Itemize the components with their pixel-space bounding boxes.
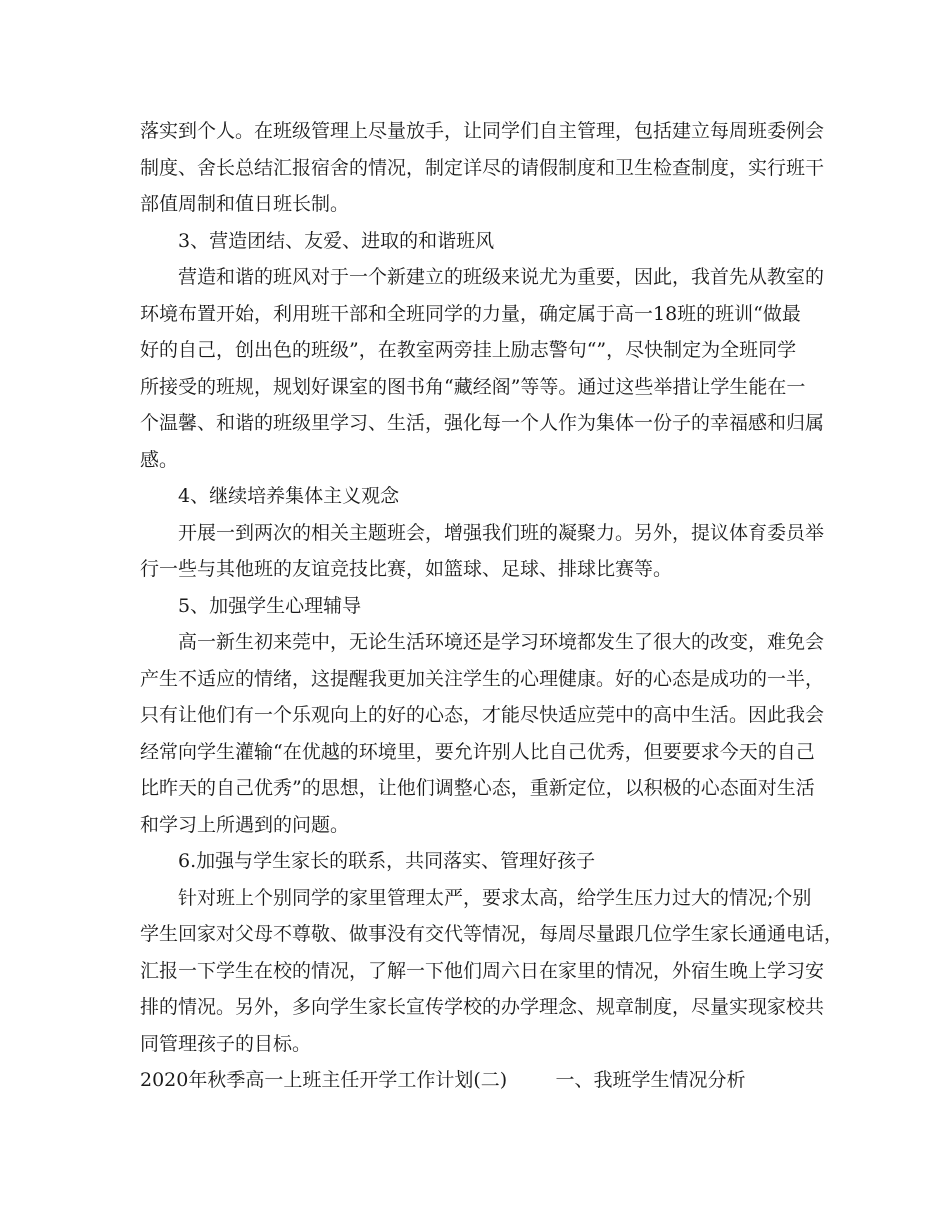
paragraph-line: 只有让他们有一个乐观向上的好的心态，才能尽快适应莞中的高中生活。因此我会	[140, 704, 825, 726]
paragraph-line-indented: 5、加强学生心理辅导	[178, 594, 362, 617]
paragraph-line: 和学习上所遇到的问题。	[140, 813, 350, 836]
paragraph-line: 比昨天的自己优秀”的思想，让他们调整心态，重新定位，以积极的心态面对生活	[140, 777, 815, 799]
paragraph-line-indented: 开展一到两次的相关主题班会，增强我们班的凝聚力。另外，提议体育委员举	[178, 521, 825, 544]
paragraph-line: 好的自己，创出色的班级”，在教室两旁挂上励志警句“”，尽快制定为全班同学	[140, 339, 797, 361]
paragraph-line-indented: 3、营造团结、友爱、进取的和谐班风	[178, 229, 495, 252]
paragraph-line: 经常向学生灌输“在优越的环境里，要允许别人比自己优秀，但要要求今天的自己	[140, 740, 815, 763]
paragraph-line: 落实到个人。在班级管理上尽量放手，让同学们自主管理，包括建立每周班委例会	[140, 120, 825, 142]
paragraph-line-indented: 针对班上个别同学的家里管理太严，要求太高，给学生压力过大的情况;个别	[178, 886, 812, 909]
section-title-line: 2020年秋季高一上班主任开学工作计划(二) 一、我班学生情况分析	[140, 1069, 746, 1091]
document-body	[140, 113, 844, 1099]
paragraph-line: 学生回家对父母不尊敬、做事没有交代等情况，每周尽量跟几位学生家长通通电话，	[140, 923, 844, 945]
paragraph-line: 汇报一下学生在校的情况，了解一下他们周六日在家里的情况，外宿生晚上学习安	[140, 959, 825, 982]
paragraph-line: 制度、舍长总结汇报宿舍的情况，制定详尽的请假制度和卫生检查制度，实行班干	[140, 156, 825, 179]
paragraph-line: 环境布置开始，利用班干部和全班同学的力量，确定属于高一18班的班训“做最	[140, 302, 801, 325]
paragraph-line-indented: 6.加强与学生家长的联系，共同落实、管理好孩子	[178, 850, 596, 872]
paragraph-line: 行一些与其他班的友谊竞技比赛，如篮球、足球、排球比赛等。	[140, 558, 673, 580]
paragraph-line: 同管理孩子的目标。	[140, 1032, 312, 1055]
paragraph-line: 部值周制和值日班长制。	[140, 193, 350, 215]
paragraph-line: 排的情况。另外，多向学生家长宣传学校的办学理念、规章制度，尽量实现家校共	[140, 996, 825, 1018]
paragraph-line: 产生不适应的情绪，这提醒我更加关注学生的心理健康。好的心态是成功的一半，	[140, 667, 825, 690]
paragraph-line: 所接受的班规，规划好课室的图书角“藏经阁”等等。通过这些举措让学生能在一	[140, 375, 806, 398]
paragraph-line-indented: 高一新生初来莞中，无论生活环境还是学习环境都发生了很大的改变，难免会	[178, 631, 825, 653]
paragraph-line-indented: 4、继续培养集体主义观念	[178, 485, 400, 507]
paragraph-line-indented: 营造和谐的班风对于一个新建立的班级来说尤为重要，因此，我首先从教室的	[178, 266, 825, 288]
paragraph-line: 个温馨、和谐的班级里学习、生活，强化每一个人作为集体一份子的幸福感和归属	[140, 412, 825, 434]
paragraph-line: 感。	[140, 448, 179, 471]
